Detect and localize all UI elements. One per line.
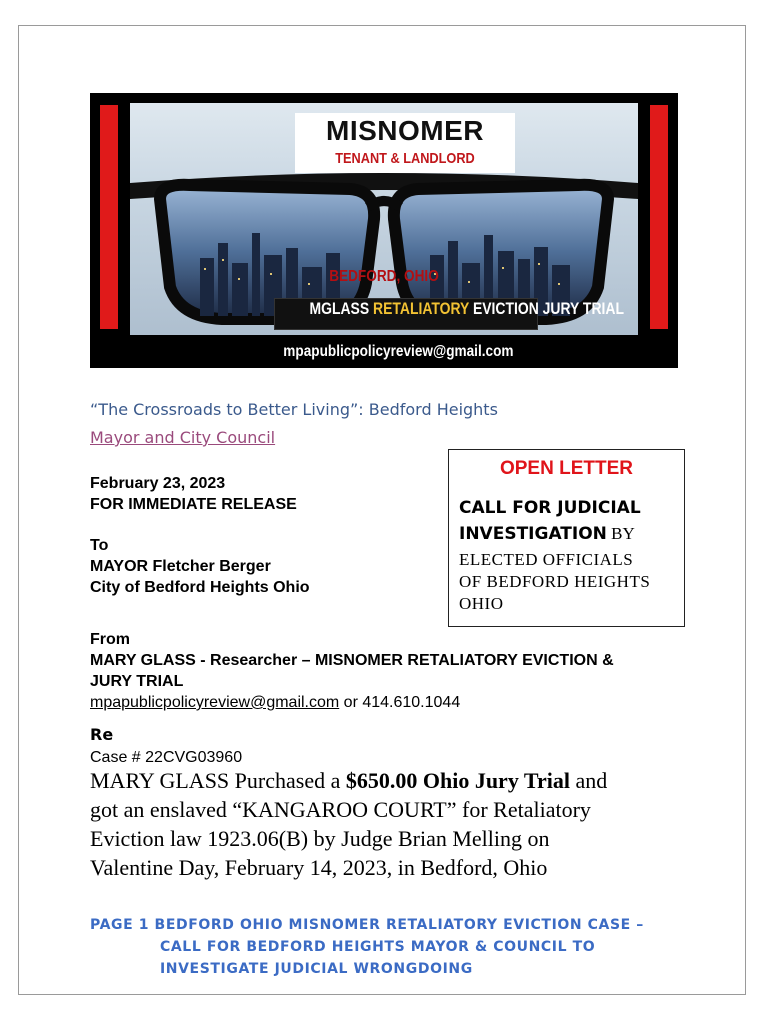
footer-line3: INVESTIGATE JUDICIAL WRONGDOING [160, 961, 473, 977]
letter-date: February 23, 2023 [90, 475, 226, 492]
body-line-3: Eviction law 1923.06(B) by Judge Brian Melling on [90, 826, 550, 851]
from-phone: or 414.610.1044 [339, 694, 461, 711]
open-letter-by: BY [606, 524, 635, 543]
council-link[interactable]: Mayor and City Council [90, 428, 276, 447]
page-footer [90, 914, 644, 980]
body-line-1-bold: $650.00 Ohio Jury Trial [345, 768, 570, 793]
body-paragraph [90, 766, 690, 882]
from-line1: MARY GLASS - Researcher – MISNOMER RETALIATORY EVICTION & [90, 652, 614, 669]
case-number: Case # 22CVG03960 [90, 749, 243, 766]
open-letter-officials [459, 549, 650, 615]
body-line-2: got an enslaved “KANGAROO COURT” for Retaliatory [90, 797, 591, 822]
from-email-link[interactable]: mpapublicpolicyreview@gmail.com [90, 694, 340, 711]
body-line-1-a: MARY GLASS Purchased a [90, 768, 346, 793]
banner-subtitle: TENANT & LANDLORD [335, 150, 475, 167]
from-label: From [90, 631, 130, 648]
banner-trial-suffix: EVICTION JURY TRIAL [469, 299, 624, 318]
banner-city: BEDFORD, OHIO [329, 268, 439, 285]
open-letter-box [448, 449, 685, 627]
to-label: To [90, 537, 109, 554]
re-label: Re [90, 725, 114, 744]
banner-title: MISNOMER [326, 115, 484, 146]
body-line-1-c: and [569, 768, 608, 793]
to-city: City of Bedford Heights Ohio [90, 579, 310, 596]
banner-red-bar-left [100, 105, 118, 329]
open-letter-line4: OF BEDFORD HEIGHTS [459, 572, 651, 591]
date-block [90, 473, 297, 515]
banner-red-bar-right [650, 105, 668, 329]
release-label: FOR IMMEDIATE RELEASE [90, 496, 297, 513]
from-line2: JURY TRIAL [90, 673, 184, 690]
to-block [90, 535, 310, 598]
open-letter-call [459, 495, 641, 547]
footer-line1: PAGE 1 BEDFORD OHIO MISNOMER RETALIATORY EVICTION CASE – [90, 917, 644, 933]
open-letter-call-line1: CALL FOR JUDICIAL [459, 498, 641, 518]
tagline: “The Crossroads to Better Living”: Bedford Heights [90, 400, 498, 419]
open-letter-line3: ELECTED OFFICIALS [459, 550, 634, 569]
body-line-4: Valentine Day, February 14, 2023, in Bedford, Ohio [90, 855, 548, 880]
from-block [90, 629, 614, 713]
banner-trial-strip [274, 298, 624, 330]
banner-email-text: mpapublicpolicyreview@gmail.com [282, 343, 514, 360]
footer-line2: CALL FOR BEDFORD HEIGHTS MAYOR & COUNCIL TO [160, 939, 596, 955]
to-name: MAYOR Fletcher Berger [90, 558, 271, 575]
body-line-1 [90, 766, 690, 795]
open-letter-line5: OHIO [459, 594, 504, 613]
open-letter-title: OPEN LETTER [499, 458, 633, 479]
banner-trial-prefix: MGLASS [309, 299, 374, 318]
banner-image [90, 93, 678, 368]
open-letter-call-line2: INVESTIGATION [459, 524, 607, 544]
banner-email [250, 339, 546, 365]
from-contact [90, 692, 614, 713]
banner-trial-highlight: RETALIATORY [373, 299, 470, 318]
